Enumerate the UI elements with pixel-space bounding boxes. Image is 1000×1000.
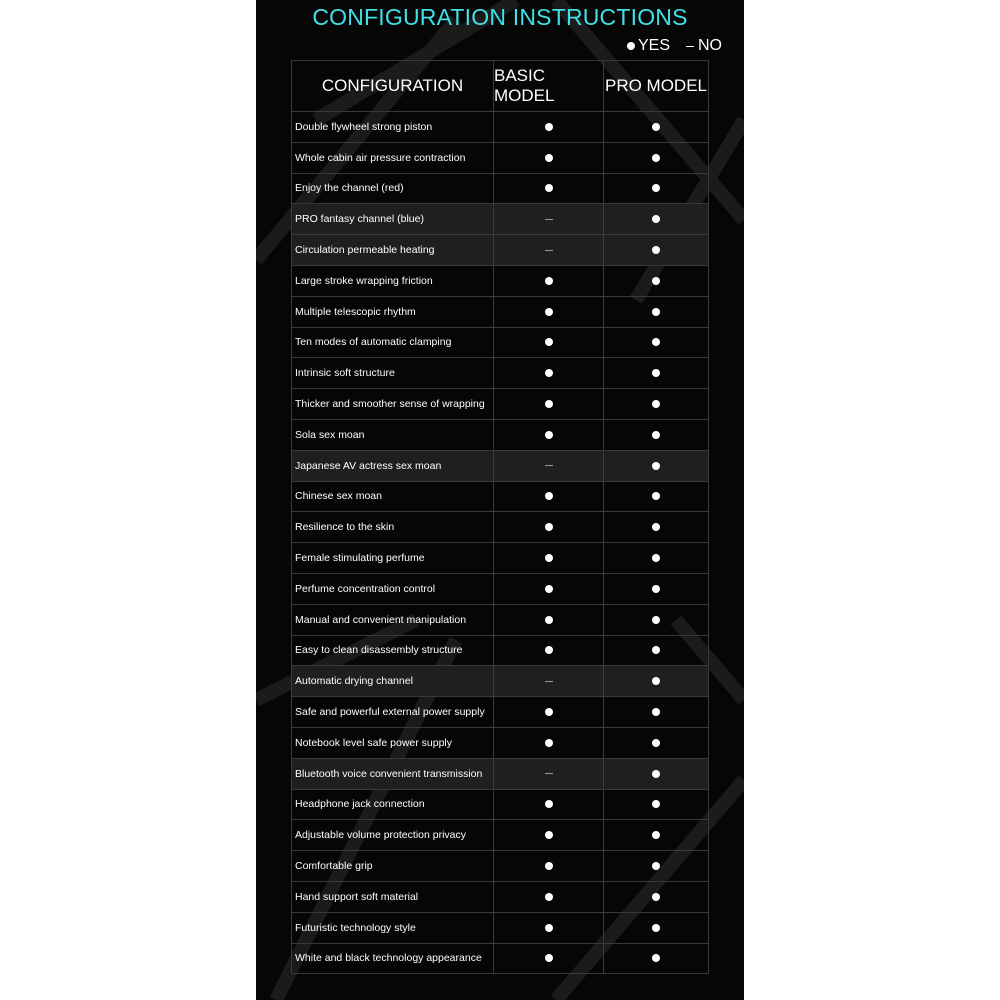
basic-model-cell [494,328,604,358]
table-row [292,759,709,790]
feature-label: Manual and convenient manipulation [292,605,494,635]
pro-model-cell [604,143,709,173]
table-row [292,174,709,205]
basic-model-cell [494,112,604,142]
basic-model-cell [494,851,604,881]
no-dash-icon [545,465,553,466]
basic-model-cell [494,574,604,604]
legend-yes-label: YES [637,37,670,54]
yes-dot-icon [652,954,660,962]
basic-model-cell [494,728,604,758]
feature-label: Intrinsic soft structure [292,358,494,388]
table-row [292,420,709,451]
table-row [292,820,709,851]
yes-dot-icon [652,739,660,747]
feature-label: Thicker and smoother sense of wrapping [292,389,494,419]
header-configuration: CONFIGURATION [292,61,494,111]
pro-model-cell [604,851,709,881]
basic-model-cell [494,420,604,450]
table-row [292,636,709,667]
pro-model-cell [604,451,709,481]
pro-model-cell [604,420,709,450]
yes-dot-icon [652,862,660,870]
yes-dot-icon [545,369,553,377]
yes-dot-icon [652,215,660,223]
yes-dot-icon [545,954,553,962]
header-basic-model: BASIC MODEL [494,61,604,111]
feature-label: Perfume concentration control [292,574,494,604]
legend-no-label: NO [698,37,722,54]
yes-dot-icon [652,369,660,377]
table-body [292,112,709,974]
pro-model-cell [604,944,709,974]
yes-dot-icon [652,431,660,439]
basic-model-cell [494,297,604,327]
pro-model-cell [604,759,709,789]
pro-model-cell [604,574,709,604]
feature-label: Large stroke wrapping friction [292,266,494,296]
table-row [292,204,709,235]
basic-model-cell [494,882,604,912]
feature-label: Ten modes of automatic clamping [292,328,494,358]
yes-dot-icon [545,616,553,624]
yes-dot-icon [652,646,660,654]
yes-dot-icon [545,893,553,901]
table-row [292,666,709,697]
yes-dot-icon [652,800,660,808]
table-row [292,451,709,482]
yes-dot-icon [652,677,660,685]
yes-dot-icon [652,585,660,593]
table-row [292,851,709,882]
pro-model-cell [604,913,709,943]
feature-label: Resilience to the skin [292,512,494,542]
pro-model-cell [604,204,709,234]
yes-dot-icon [652,462,660,470]
basic-model-cell [494,790,604,820]
feature-label: Headphone jack connection [292,790,494,820]
basic-model-cell [494,389,604,419]
yes-dot-icon [545,554,553,562]
yes-dot-icon [652,492,660,500]
feature-label: Automatic drying channel [292,666,494,696]
basic-model-cell [494,697,604,727]
table-row [292,882,709,913]
yes-dot-icon [652,308,660,316]
feature-label: Easy to clean disassembly structure [292,636,494,666]
basic-model-cell [494,451,604,481]
no-dash-icon [545,681,553,682]
yes-dot-icon [652,246,660,254]
pro-model-cell [604,389,709,419]
pro-model-cell [604,820,709,850]
table-row [292,697,709,728]
pro-model-cell [604,512,709,542]
yes-dot-icon [545,924,553,932]
feature-label: PRO fantasy channel (blue) [292,204,494,234]
yes-dot-icon [652,554,660,562]
yes-dot-icon [545,277,553,285]
table-row [292,297,709,328]
basic-model-cell [494,143,604,173]
no-dash-icon [545,250,553,251]
table-row [292,944,709,975]
header-pro-model: PRO MODEL [604,61,709,111]
yes-dot-icon [652,831,660,839]
yes-dot-icon [545,646,553,654]
table-row [292,543,709,574]
no-dash-icon [545,219,553,220]
feature-label: Hand support soft material [292,882,494,912]
yes-dot-icon [545,523,553,531]
feature-label: Notebook level safe power supply [292,728,494,758]
yes-dot-icon [545,154,553,162]
pro-model-cell [604,266,709,296]
yes-dot-icon [545,431,553,439]
yes-dot-icon [652,123,660,131]
yes-dot-icon [652,924,660,932]
yes-dot-icon [545,184,553,192]
basic-model-cell [494,913,604,943]
table-row [292,358,709,389]
configuration-table [291,60,709,974]
table-row [292,328,709,359]
basic-model-cell [494,543,604,573]
yes-dot-icon [652,338,660,346]
yes-dot-icon [545,708,553,716]
feature-label: Bluetooth voice convenient transmission [292,759,494,789]
feature-label: Comfortable grip [292,851,494,881]
table-row [292,512,709,543]
pro-model-cell [604,697,709,727]
table-row [292,389,709,420]
yes-dot-icon [652,708,660,716]
basic-model-cell [494,174,604,204]
table-row [292,143,709,174]
yes-dot-icon [545,308,553,316]
pro-model-cell [604,235,709,265]
yes-dot-icon [652,184,660,192]
yes-dot-icon [652,277,660,285]
basic-model-cell [494,204,604,234]
feature-label: Whole cabin air pressure contraction [292,143,494,173]
yes-dot-icon [627,42,635,50]
feature-label: Circulation permeable heating [292,235,494,265]
yes-dot-icon [545,831,553,839]
no-dash-icon [545,773,553,774]
table-row [292,913,709,944]
pro-model-cell [604,882,709,912]
pro-model-cell [604,297,709,327]
pro-model-cell [604,112,709,142]
feature-label: Double flywheel strong piston [292,112,494,142]
basic-model-cell [494,358,604,388]
basic-model-cell [494,759,604,789]
pro-model-cell [604,174,709,204]
feature-label: White and black technology appearance [292,944,494,974]
legend [627,36,722,56]
table-row [292,605,709,636]
pro-model-cell [604,666,709,696]
feature-label: Chinese sex moan [292,482,494,512]
yes-dot-icon [545,739,553,747]
basic-model-cell [494,944,604,974]
no-dash-icon [686,46,694,47]
yes-dot-icon [545,492,553,500]
feature-label: Female stimulating perfume [292,543,494,573]
table-header-row [292,61,709,112]
yes-dot-icon [545,123,553,131]
page-title: CONFIGURATION INSTRUCTIONS [312,4,688,30]
yes-dot-icon [652,400,660,408]
basic-model-cell [494,235,604,265]
table-row [292,235,709,266]
table-row [292,790,709,821]
pro-model-cell [604,728,709,758]
table-row [292,266,709,297]
feature-label: Futuristic technology style [292,913,494,943]
basic-model-cell [494,636,604,666]
yes-dot-icon [545,400,553,408]
yes-dot-icon [652,893,660,901]
table-row [292,482,709,513]
feature-label: Enjoy the channel (red) [292,174,494,204]
basic-model-cell [494,512,604,542]
basic-model-cell [494,482,604,512]
pro-model-cell [604,543,709,573]
feature-label: Adjustable volume protection privacy [292,820,494,850]
table-row [292,112,709,143]
pro-model-cell [604,482,709,512]
config-panel [256,0,744,1000]
yes-dot-icon [652,154,660,162]
yes-dot-icon [545,338,553,346]
basic-model-cell [494,820,604,850]
yes-dot-icon [652,616,660,624]
pro-model-cell [604,358,709,388]
feature-label: Safe and powerful external power supply [292,697,494,727]
feature-label: Multiple telescopic rhythm [292,297,494,327]
pro-model-cell [604,790,709,820]
basic-model-cell [494,605,604,635]
yes-dot-icon [545,862,553,870]
feature-label: Japanese AV actress sex moan [292,451,494,481]
table-row [292,574,709,605]
basic-model-cell [494,666,604,696]
pro-model-cell [604,328,709,358]
basic-model-cell [494,266,604,296]
pro-model-cell [604,605,709,635]
yes-dot-icon [545,800,553,808]
pro-model-cell [604,636,709,666]
yes-dot-icon [652,770,660,778]
yes-dot-icon [652,523,660,531]
feature-label: Sola sex moan [292,420,494,450]
yes-dot-icon [545,585,553,593]
table-row [292,728,709,759]
